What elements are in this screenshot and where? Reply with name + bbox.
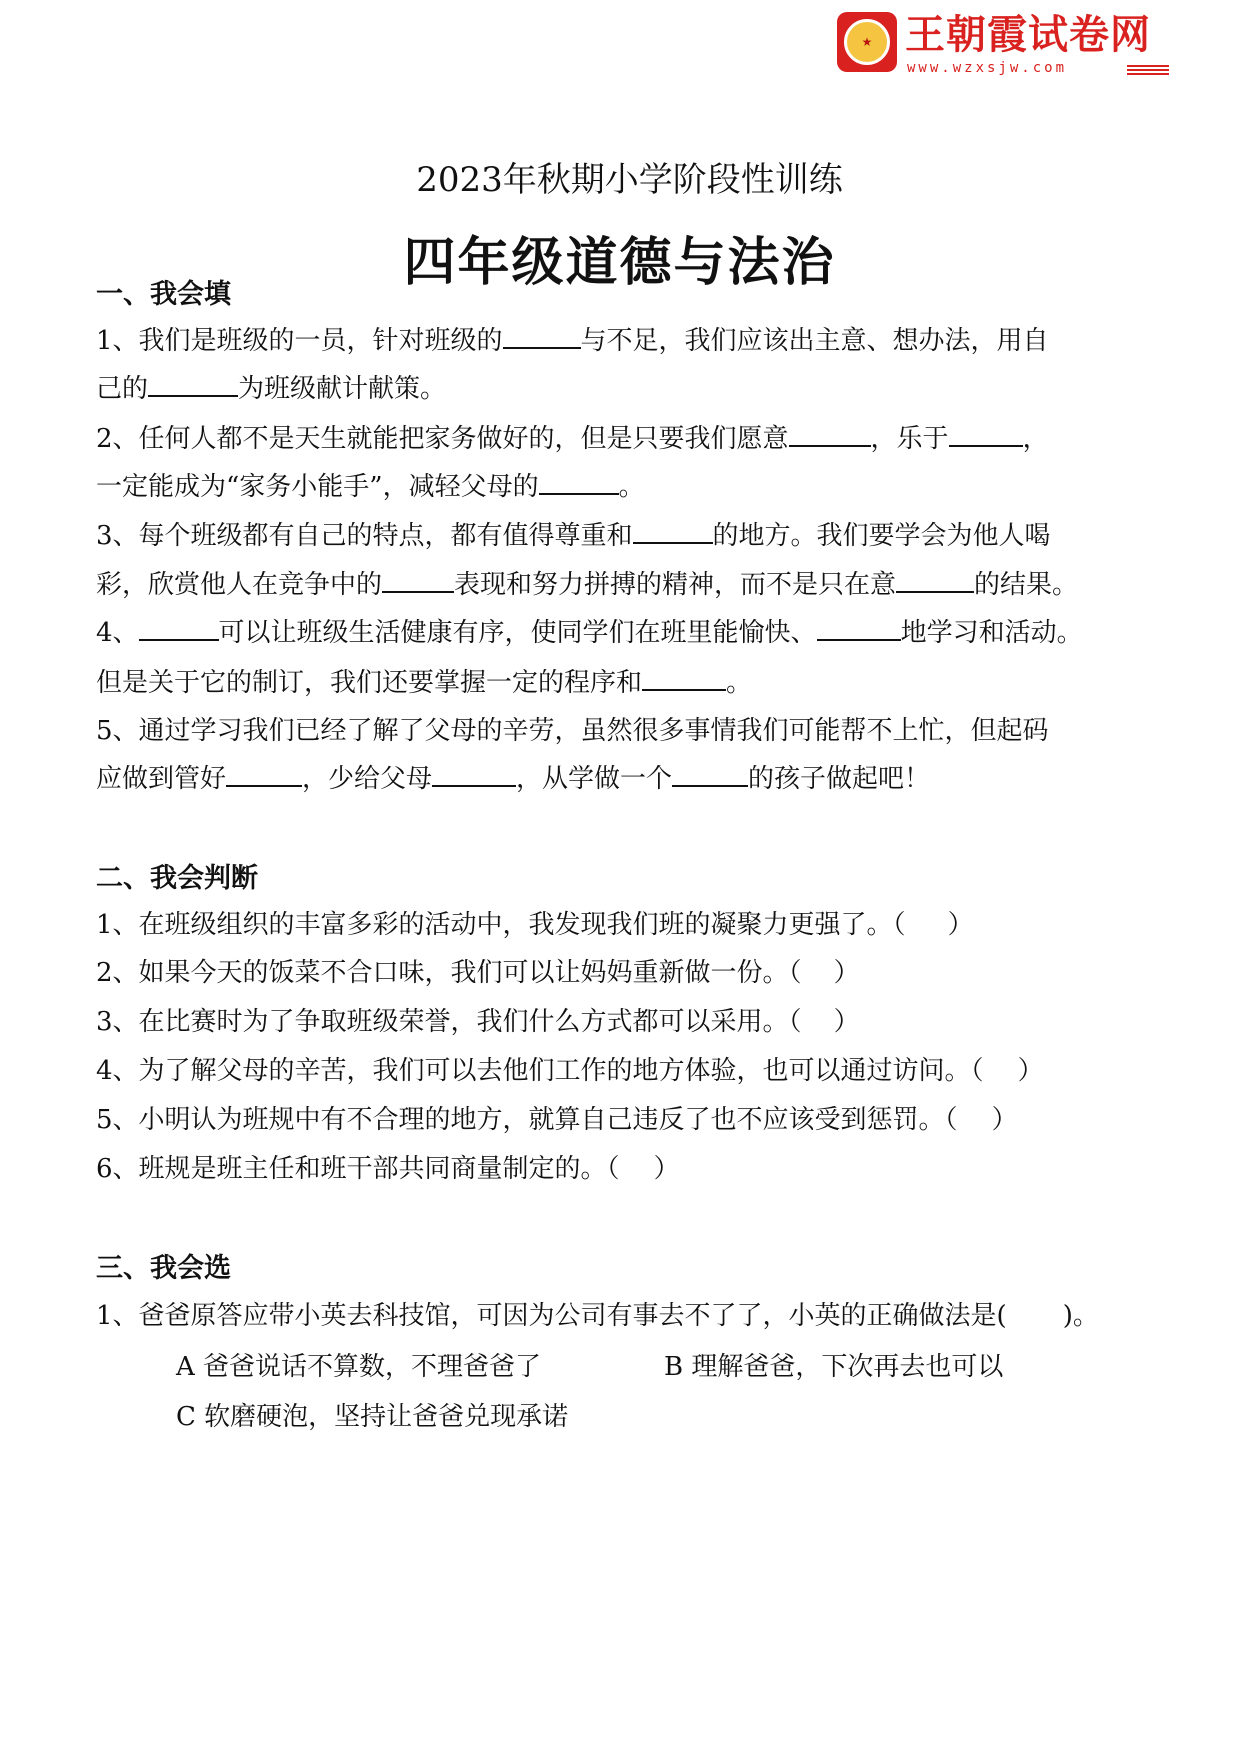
fill-q3-line2 bbox=[96, 564, 1078, 601]
exam-subtitle: 2023年秋期小学阶段性训练 bbox=[416, 160, 843, 200]
text: 1、我们是班级的一员，针对班级的 bbox=[96, 326, 503, 356]
answer-blank[interactable] bbox=[432, 761, 516, 787]
text: 彩，欣赏他人在竞争中的 bbox=[96, 570, 383, 600]
fill-q4-line2 bbox=[96, 662, 752, 699]
text: 的地方。我们要学会为他人喝 bbox=[712, 521, 1051, 551]
answer-blank[interactable] bbox=[382, 567, 454, 593]
section-heading-fill: 一、我会填 bbox=[96, 279, 231, 310]
text: 5、通过学习我们已经了解了父母的辛劳，虽然很多事情我们可能帮不上忙，但起码 bbox=[96, 716, 1049, 746]
text: ， bbox=[1022, 424, 1049, 454]
choice-question-1 bbox=[96, 1295, 1099, 1332]
text: 4、为了解父母的辛苦，我们可以去他们工作的地方体验，也可以通过访问。 bbox=[96, 1056, 971, 1086]
fill-q2-line2 bbox=[96, 466, 645, 503]
answer-blank[interactable] bbox=[949, 421, 1023, 447]
text: 与不足，我们应该出主意、想办法，用自 bbox=[580, 326, 1049, 356]
answer-blank[interactable] bbox=[539, 469, 619, 495]
answer-blank[interactable] bbox=[139, 615, 219, 641]
text: 1、在班级组织的丰富多彩的活动中，我发现我们班的凝聚力更强了。 bbox=[96, 910, 893, 940]
paren-open: （ bbox=[944, 1105, 958, 1135]
text: 一定能成为“家务小能手”，减轻父母的 bbox=[96, 472, 539, 502]
section-heading-judge: 二、我会判断 bbox=[96, 863, 258, 894]
section-heading-choose: 三、我会选 bbox=[96, 1253, 231, 1284]
fill-q4-line1 bbox=[96, 612, 1083, 649]
fill-q1-line2 bbox=[96, 368, 446, 405]
text: 己的 bbox=[96, 374, 149, 404]
paren-close: ） bbox=[1017, 1056, 1044, 1086]
text: 2、如果今天的饭菜不合口味，我们可以让妈妈重新做一份。 bbox=[96, 958, 789, 988]
fill-q5-line2 bbox=[96, 758, 930, 795]
text: )。 bbox=[1062, 1301, 1099, 1331]
judge-item-4 bbox=[96, 1050, 1044, 1087]
answer-blank[interactable] bbox=[633, 518, 713, 544]
answer-blank[interactable] bbox=[226, 761, 302, 787]
logo-lines-decoration bbox=[1127, 65, 1169, 77]
paren-close: ） bbox=[947, 910, 974, 940]
text: 1、爸爸原答应带小英去科技馆，可因为公司有事去不了了，小英的正确做法是( bbox=[96, 1301, 1007, 1331]
paren-close: ） bbox=[653, 1154, 680, 1184]
logo-name: 王朝霞试卷网 bbox=[905, 12, 1151, 58]
answer-blank[interactable] bbox=[148, 371, 238, 397]
text: 3、在比赛时为了争取班级荣誉，我们什么方式都可以采用。 bbox=[96, 1007, 789, 1037]
paren-open: （ bbox=[970, 1056, 984, 1086]
paren-open: （ bbox=[606, 1154, 620, 1184]
paren-open: （ bbox=[788, 958, 802, 988]
fill-q2-line1 bbox=[96, 418, 1049, 455]
text: 6、班规是班主任和班干部共同商量制定的。 bbox=[96, 1154, 607, 1184]
option-a[interactable]: A 爸爸说话不算数，不理爸爸了 bbox=[176, 1352, 542, 1382]
text: 的孩子做起吧！ bbox=[748, 764, 931, 794]
text: 可以让班级生活健康有序，使同学们在班里能愉快、 bbox=[218, 618, 817, 648]
text: 3、每个班级都有自己的特点，都有值得尊重和 bbox=[96, 521, 633, 551]
option-c[interactable]: C 软磨硬泡，坚持让爸爸兑现承诺 bbox=[176, 1402, 569, 1432]
text: 但是关于它的制订，我们还要掌握一定的程序和 bbox=[96, 668, 643, 698]
option-b[interactable]: B 理解爸爸，下次再去也可以 bbox=[664, 1352, 1004, 1382]
text: 4、 bbox=[96, 618, 139, 648]
answer-blank[interactable] bbox=[817, 615, 901, 641]
text: ，少给父母 bbox=[302, 764, 433, 794]
judge-item-3 bbox=[96, 1001, 860, 1038]
judge-item-2 bbox=[96, 952, 860, 989]
answer-blank[interactable] bbox=[789, 421, 871, 447]
site-logo bbox=[837, 12, 1157, 74]
answer-blank[interactable] bbox=[503, 323, 581, 349]
exam-title: 四年级道德与法治 bbox=[403, 233, 836, 293]
answer-blank[interactable] bbox=[672, 761, 748, 787]
logo-seal: ★ bbox=[844, 19, 890, 65]
paren-close: ） bbox=[833, 1007, 860, 1037]
text: 的结果。 bbox=[974, 570, 1079, 600]
logo-badge-icon bbox=[837, 12, 897, 72]
answer-blank[interactable] bbox=[642, 665, 726, 691]
text: 表现和努力拼搏的精神，而不是只在意 bbox=[454, 570, 897, 600]
text: 。 bbox=[618, 472, 645, 502]
text: 。 bbox=[726, 668, 753, 698]
judge-item-5 bbox=[96, 1099, 1018, 1136]
judge-item-6 bbox=[96, 1148, 680, 1185]
text: ，乐于 bbox=[870, 424, 949, 454]
text: 为班级献计献策。 bbox=[238, 374, 447, 404]
paren-open: （ bbox=[892, 910, 906, 940]
answer-blank[interactable] bbox=[896, 567, 974, 593]
text: ，从学做一个 bbox=[516, 764, 673, 794]
text: 2、任何人都不是天生就能把家务做好的，但是只要我们愿意 bbox=[96, 424, 789, 454]
text: 地学习和活动。 bbox=[900, 618, 1083, 648]
fill-q1-line1 bbox=[96, 320, 1049, 357]
paren-open: （ bbox=[788, 1007, 802, 1037]
fill-q5-line1 bbox=[96, 710, 1049, 747]
judge-item-1 bbox=[96, 904, 974, 941]
logo-url: www.wzxsjw.com bbox=[907, 60, 1068, 76]
paren-close: ） bbox=[991, 1105, 1018, 1135]
text: 5、小明认为班规中有不合理的地方，就算自己违反了也不应该受到惩罚。 bbox=[96, 1105, 945, 1135]
fill-q3-line1 bbox=[96, 515, 1051, 552]
text: 应做到管好 bbox=[96, 764, 227, 794]
paren-close: ） bbox=[833, 958, 860, 988]
